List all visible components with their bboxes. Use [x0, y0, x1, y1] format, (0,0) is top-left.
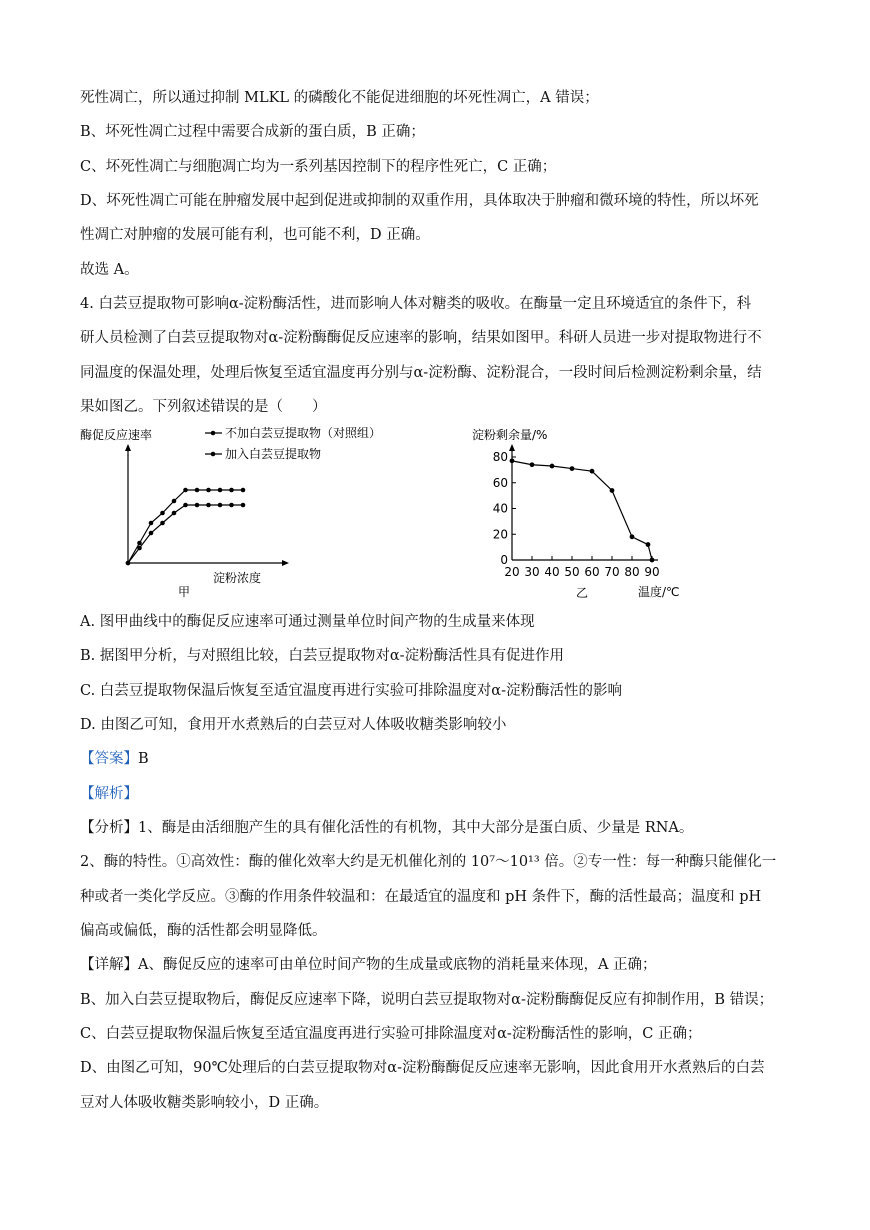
y-axis-arrow — [125, 444, 131, 451]
figure-jia — [80, 420, 400, 610]
data-point — [229, 503, 234, 508]
option-a: A. 图甲曲线中的酶促反应速率可通过测量单位时间产物的生成量来体现 — [80, 614, 535, 630]
x-tick-label: 20 — [504, 565, 520, 579]
x-tick-label: 40 — [544, 565, 560, 579]
y-tick-label: 20 — [492, 527, 508, 542]
analysis-line: 【分析】1、酶是由活细胞产生的具有催化活性的有机物，其中大部分是蛋白质、少量是 RNA。 — [80, 820, 694, 836]
y-tick-label: 80 — [492, 450, 508, 464]
analysis-line: 2、酶的特性。①高效性：酶的催化效率大约是无机催化剂的 10⁷～10¹³ 倍。②专一性：每一种酶只能催化一 — [80, 854, 777, 870]
y-axis-arrow — [509, 444, 515, 451]
data-point — [206, 503, 211, 508]
data-point — [229, 488, 234, 493]
data-point — [646, 542, 651, 547]
data-point — [510, 458, 515, 463]
x-axis-label: 温度/℃ — [638, 585, 680, 599]
text-line: 死性凋亡，所以通过抑制 MLKL 的磷酸化不能促进细胞的坏死性凋亡，A 错误； — [80, 90, 599, 106]
data-point — [218, 503, 223, 508]
detail-line: C、白芸豆提取物保温后恢复至适宜温度再进行实验可排除温度对α-淀粉酶活性的影响，C 正确； — [80, 1026, 702, 1042]
data-point — [550, 464, 555, 469]
y-tick-label: 60 — [492, 475, 508, 490]
analysis-line: 种或者一类化学反应。③酶的作用条件较温和：在最适宜的温度和 pH 条件下，酶的活性最高；温度和 pH — [80, 889, 762, 905]
figure-caption: 乙 — [576, 586, 589, 600]
data-point — [160, 521, 165, 526]
data-point — [172, 511, 177, 516]
data-point — [218, 488, 223, 493]
detail-line: B、加入白芸豆提取物后，酶促反应速率下降，说明白芸豆提取物对α-淀粉酶酶促反应有抑制作用，B 错误； — [80, 992, 774, 1008]
legend-label: 不加白芸豆提取物（对照组） — [225, 426, 382, 440]
legend-marker — [211, 431, 216, 436]
y-tick-label: 0 — [500, 553, 508, 567]
figure-yi — [460, 420, 700, 610]
detail-line: D、由图乙可知，90℃处理后的白芸豆提取物对α-淀粉酶酶促反应速率无影响，因此食用开水煮熟后的白芸 — [80, 1060, 765, 1076]
data-point — [610, 488, 615, 493]
answer-line — [80, 749, 792, 769]
data-point — [160, 511, 165, 516]
data-point — [206, 488, 211, 493]
data-point — [195, 503, 200, 508]
data-point — [650, 558, 655, 563]
x-tick-label: 50 — [564, 565, 580, 579]
x-axis-arrow — [282, 560, 289, 566]
data-point — [241, 488, 246, 493]
answer-value: B — [138, 751, 149, 767]
text-line: C、坏死性凋亡与细胞凋亡均为一系列基因控制下的程序性死亡，C 正确； — [80, 159, 557, 175]
figure-caption: 甲 — [178, 585, 191, 599]
answer-tag: 【答案】 — [80, 751, 138, 767]
x-tick-label: 90 — [644, 565, 660, 579]
x-axis-label: 淀粉浓度 — [213, 571, 262, 585]
detail-line: 豆对人体吸收糖类影响较小，D 正确。 — [80, 1095, 329, 1111]
y-axis-label: 酶促反应速率 — [80, 428, 153, 442]
option-c: C. 白芸豆提取物保温后恢复至适宜温度再进行实验可排除温度对α-淀粉酶活性的影响 — [80, 683, 622, 699]
y-tick-label: 40 — [492, 501, 508, 516]
text-line: 性凋亡对肿瘤的发展可能有利，也可能不利，D 正确。 — [80, 227, 430, 243]
data-point — [149, 531, 154, 536]
data-point — [137, 541, 142, 546]
analysis-tag: 【解析】 — [80, 786, 138, 802]
data-point — [241, 503, 246, 508]
data-point — [630, 534, 635, 539]
analysis-line: 偏高或偏低，酶的活性都会明显降低。 — [80, 923, 327, 939]
series-line — [512, 461, 652, 560]
x-tick-label: 60 — [584, 565, 600, 579]
y-axis-label: 淀粉剩余量/% — [472, 428, 548, 442]
question-stem: 同温度的保温处理，处理后恢复至适宜温度再分别与α-淀粉酶、淀粉混合，一段时间后检测淀粉剩余量，结 — [80, 365, 762, 381]
text-line: B、坏死性凋亡过程中需要合成新的蛋白质，B 正确； — [80, 124, 425, 140]
question-stem: 研人员检测了白芸豆提取物对α-淀粉酶酶促反应速率的影响，结果如图甲。科研人员进一步对提取物进行不 — [80, 330, 762, 346]
series-line-1 — [128, 490, 243, 563]
legend-label: 加入白芸豆提取物 — [225, 447, 322, 461]
data-point — [172, 499, 177, 504]
data-point — [137, 546, 142, 551]
data-point — [195, 488, 200, 493]
x-tick-label: 70 — [604, 565, 620, 579]
data-point — [590, 469, 595, 474]
x-tick-label: 30 — [524, 565, 540, 579]
legend-marker — [211, 452, 216, 457]
data-point — [570, 466, 575, 471]
detail-line: 【详解】A、酶促反应的速率可由单位时间产物的生成量或底物的消耗量来体现，A 正确； — [80, 957, 657, 973]
option-d: D. 由图乙可知，食用开水煮熟后的白芸豆对人体吸收糖类影响较小 — [80, 717, 507, 733]
data-point — [183, 488, 188, 493]
text-line: D、坏死性凋亡可能在肿瘤发展中起到促进或抑制的双重作用，具体取决于肿瘤和微环境的特性，所以坏死 — [80, 193, 759, 209]
question-stem: 果如图乙。下列叙述错误的是（ ） — [80, 399, 327, 415]
data-point — [183, 503, 188, 508]
x-tick-label: 80 — [624, 565, 640, 579]
option-b: B. 据图甲分析，与对照组比较，白芸豆提取物对α-淀粉酶活性具有促进作用 — [80, 648, 565, 664]
question-stem: 4. 白芸豆提取物可影响α-淀粉酶活性，进而影响人体对糖类的吸收。在酶量一定且环境适宜的条件下，科 — [80, 296, 752, 312]
data-point — [149, 521, 154, 526]
data-point — [126, 561, 131, 566]
data-point — [530, 462, 535, 467]
text-line: 故选 A。 — [80, 262, 139, 278]
